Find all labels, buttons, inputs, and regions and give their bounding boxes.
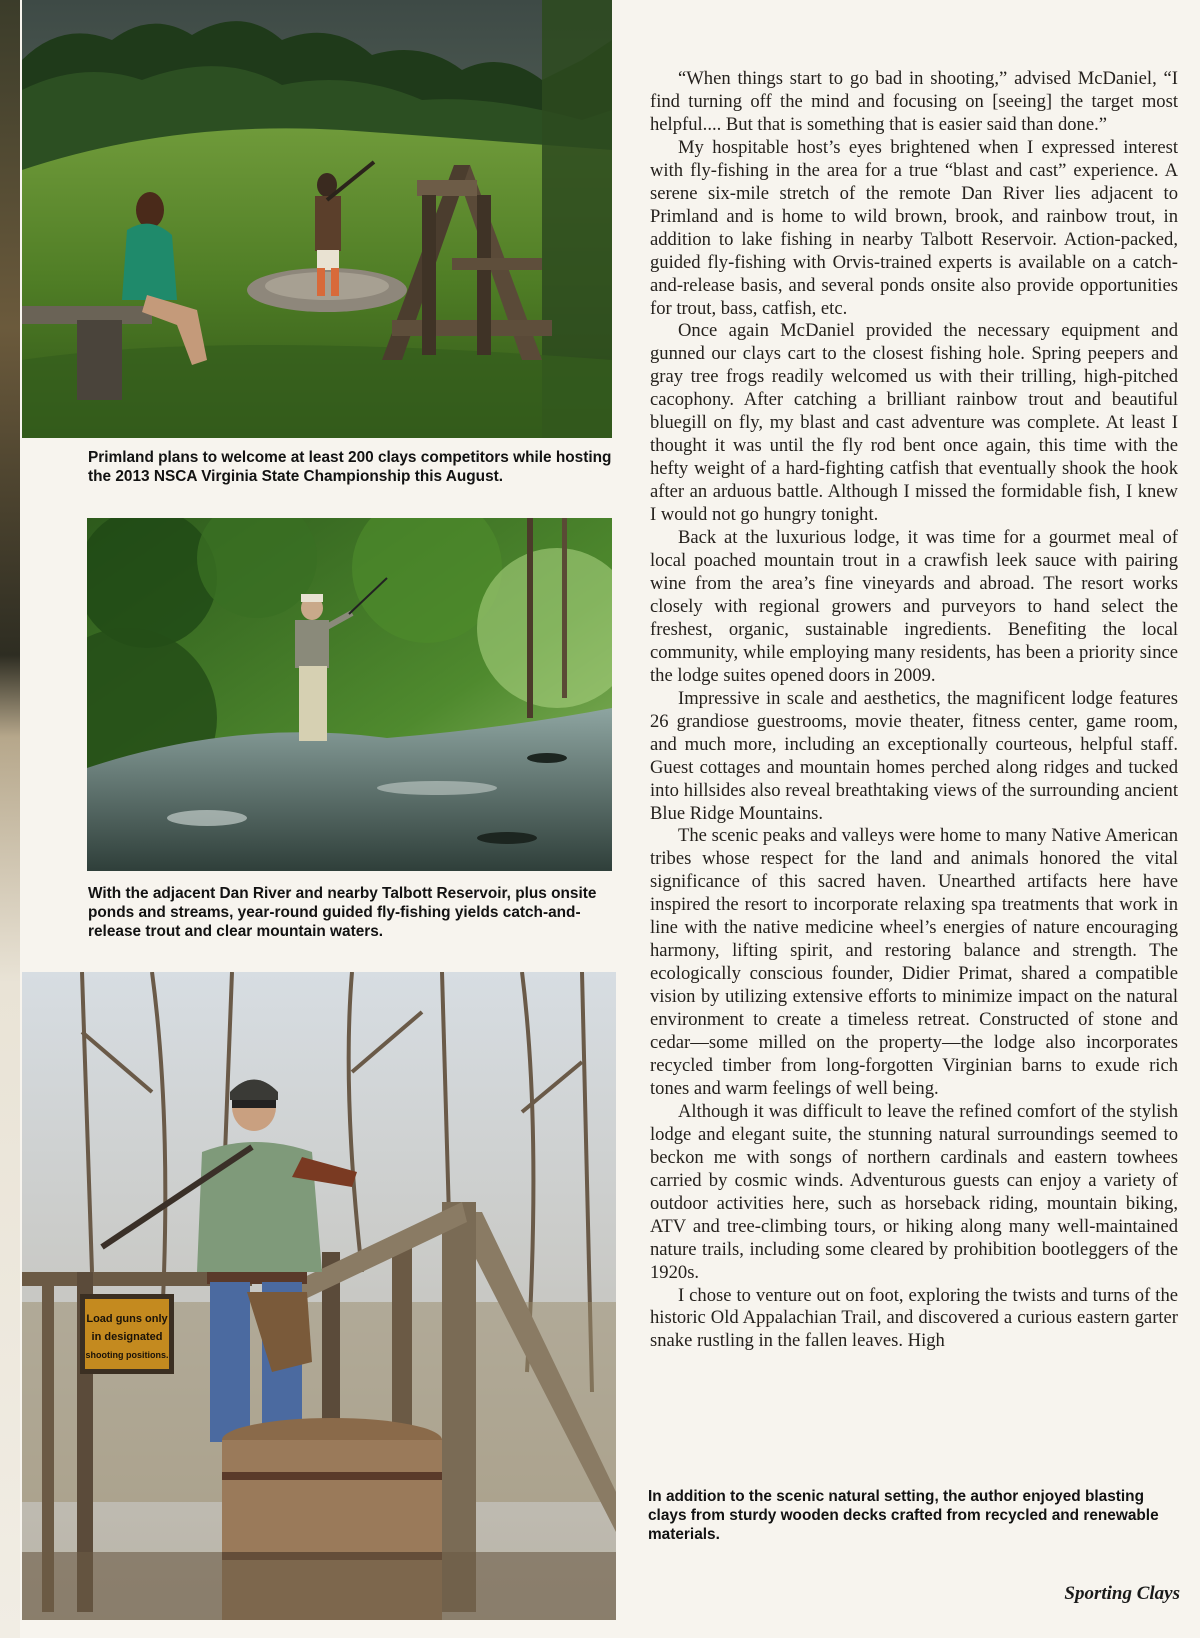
caption-photo-1: Primland plans to welcome at least 200 clays competitors while hosting the 2013 NSCA Virginia State Championship this August. bbox=[88, 449, 612, 485]
article-paragraph: Once again McDaniel provided the necessary equipment and gunned our clays cart to the closest fishing hole. Spring peepers and gray tree frogs readily welcomed us with their trilling, high-pitched cacophony. After catching a brilliant rainbow trout and beautiful bluegill on fly, my blast and cast adventure was complete. At least I thought it was until the fly rod bent once again, this time with the hefty weight of a hard-fighting catfish that eventually shook the hook after an arduous battle. Although I missed the formidable fish, I knew I would not go hungry tonight. bbox=[650, 320, 1178, 526]
article-paragraph: My hospitable host’s eyes brightened when I expressed interest with fly-fishing in the area for a true “blast and cast” experience. A serene six-mile stretch of the remote Dan River lies adjacent to Primland and is home to wild brown, brook, and rainbow trout, in addition to lake fishing in nearby Talbott Reservoir. Action-packed, guided fly-fishing with Orvis-trained experts is available on a catch-and-release basis, and several ponds onsite also provide opportunities for trout, bass, catfish, etc. bbox=[650, 136, 1178, 319]
article-paragraph: Back at the luxurious lodge, it was time for a gourmet meal of local poached mountain trout in a crawfish leek sauce with pairing wine from the area’s fine vineyards and abroad. The resort works closely with regional growers and purveyors to hand select the freshest, organic, sustainable ingredients. Benefiting the local community, while employing many residents, has been a priority since the lodge suites opened doors in 2009. bbox=[650, 527, 1178, 686]
photo-fly-fishing-stream bbox=[87, 518, 612, 871]
photo-clay-shooting-hillside bbox=[22, 0, 612, 438]
sign-text-line1: Load guns only bbox=[86, 1313, 168, 1325]
caption-photo-3: In addition to the scenic natural setting, the author enjoyed blasting clays from sturdy wooden decks crafted from recycled and renewable materials. bbox=[648, 1488, 1159, 1543]
caption-photo-2: With the adjacent Dan River and nearby Talbott Reservoir, plus onsite ponds and streams, year-round guided fly-fishing yields catch-and-release trout and clear mountain waters. bbox=[88, 885, 597, 940]
article-paragraph: “When things start to go bad in shooting,” advised McDaniel, “I find turning off the mind and focusing on [seeing] the target most helpful.... But that is something that is easier said than done.” bbox=[650, 68, 1178, 135]
article-paragraph: I chose to venture out on foot, exploring the twists and turns of the historic Old Appalachian Trail, and discovered a curious eastern garter snake rustling in the fallen leaves. High bbox=[650, 1284, 1178, 1352]
page-edge-strip bbox=[0, 0, 20, 1638]
sign-text-line2: in designated bbox=[91, 1331, 163, 1343]
magazine-footer-title: Sporting Clays bbox=[1064, 1583, 1180, 1604]
article-paragraph: Although it was difficult to leave the refined comfort of the stylish lodge and elegant suite, the stunning natural surroundings seemed to beckon me with songs of northern cardinals and eastern towhees carried by cosmic winds. Adventurous guests can enjoy a variety of outdoor activities here, such as horseback riding, mountain biking, ATV and tree-climbing tours, or hiking along many well-maintained nature trails, including some cleared by prohibition bootleggers of the 1920s. bbox=[650, 1100, 1178, 1283]
sign-text-line3: shooting positions. bbox=[85, 1350, 169, 1360]
photo-shooter-wooden-deck bbox=[22, 972, 616, 1620]
article-paragraph: The scenic peaks and valleys were home to many Native American tribes whose respect for the land and animals honored the vital significance of this sacred haven. Unearthed artifacts here have inspired the resort to incorporate relaxing spa treatments that work in line with the native medicine wheel’s energies of nature encouraging harmony, lifting spirit, and restoring balance and strength. The ecologically conscious founder, Didier Primat, shared a compatible vision by utilizing extensive efforts to minimize impact on the natural environment to create a timeless retreat. Constructed of stone and cedar—some milled on the property—the lodge also incorporates recycled timber from long-forgotten Virginian barns to exude rich tones and warm feelings of well being. bbox=[650, 825, 1178, 1099]
article-body bbox=[650, 68, 1178, 1353]
article-paragraph: Impressive in scale and aesthetics, the magnificent lodge features 26 grandiose guestrooms, movie theater, fitness center, game room, and much more, including an exceptionally courteous, helpful staff. Guest cottages and mountain homes perched along ridges and tucked into hillsides also reveal breathtaking views of the surrounding ancient Blue Ridge Mountains. bbox=[650, 687, 1178, 824]
